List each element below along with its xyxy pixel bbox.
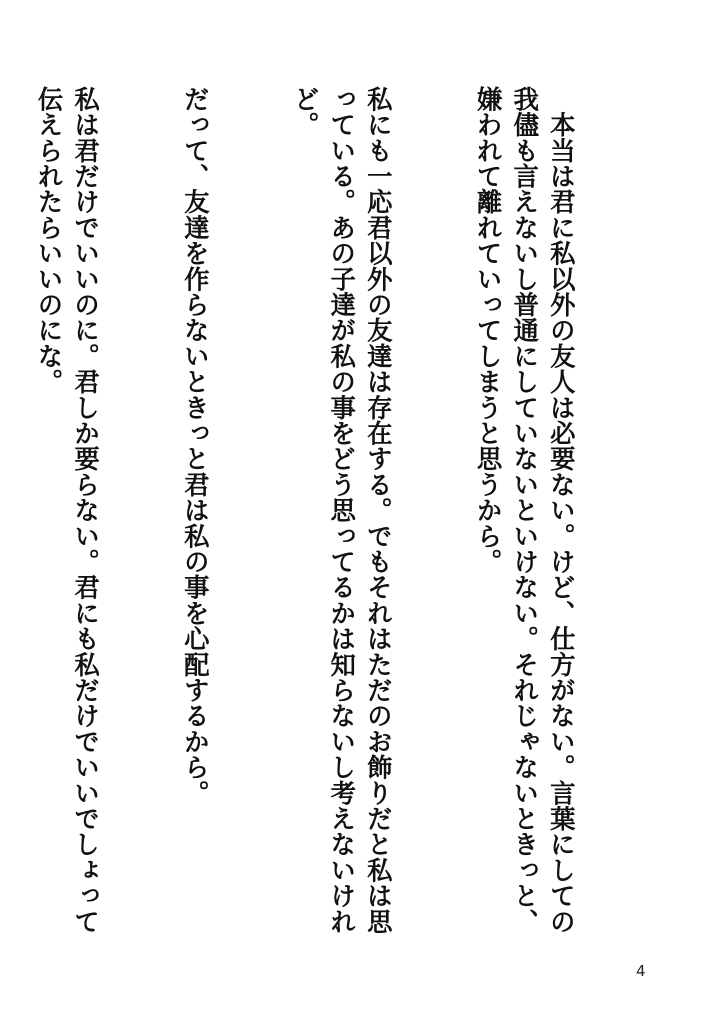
page-number: 4 bbox=[636, 962, 646, 980]
paragraph-2: 私にも一応君以外の友達は存在する。でもそれはただのお飾りだと私は思っている。あの子達が私の事をどう思ってるかは知らないし考えないけれど。 bbox=[290, 86, 394, 935]
vertical-text-body bbox=[0, 86, 653, 956]
paragraph-3: だって、友達を作らないときっと君は私の事を心配するから。 bbox=[180, 86, 211, 806]
paragraph-4: 私は君だけでいいのに。君しか要らない。君にも私だけでいいでしょって伝えられたらいいのにな。 bbox=[34, 86, 102, 935]
paragraph-1: 本当は君に私以外の友人は必要ない。けど、仕方がない。言葉にしての我儘も言えないし普通にしていないといけない。それじゃないときっと、嫌われて離れていってしまうと思うから。 bbox=[473, 86, 577, 935]
